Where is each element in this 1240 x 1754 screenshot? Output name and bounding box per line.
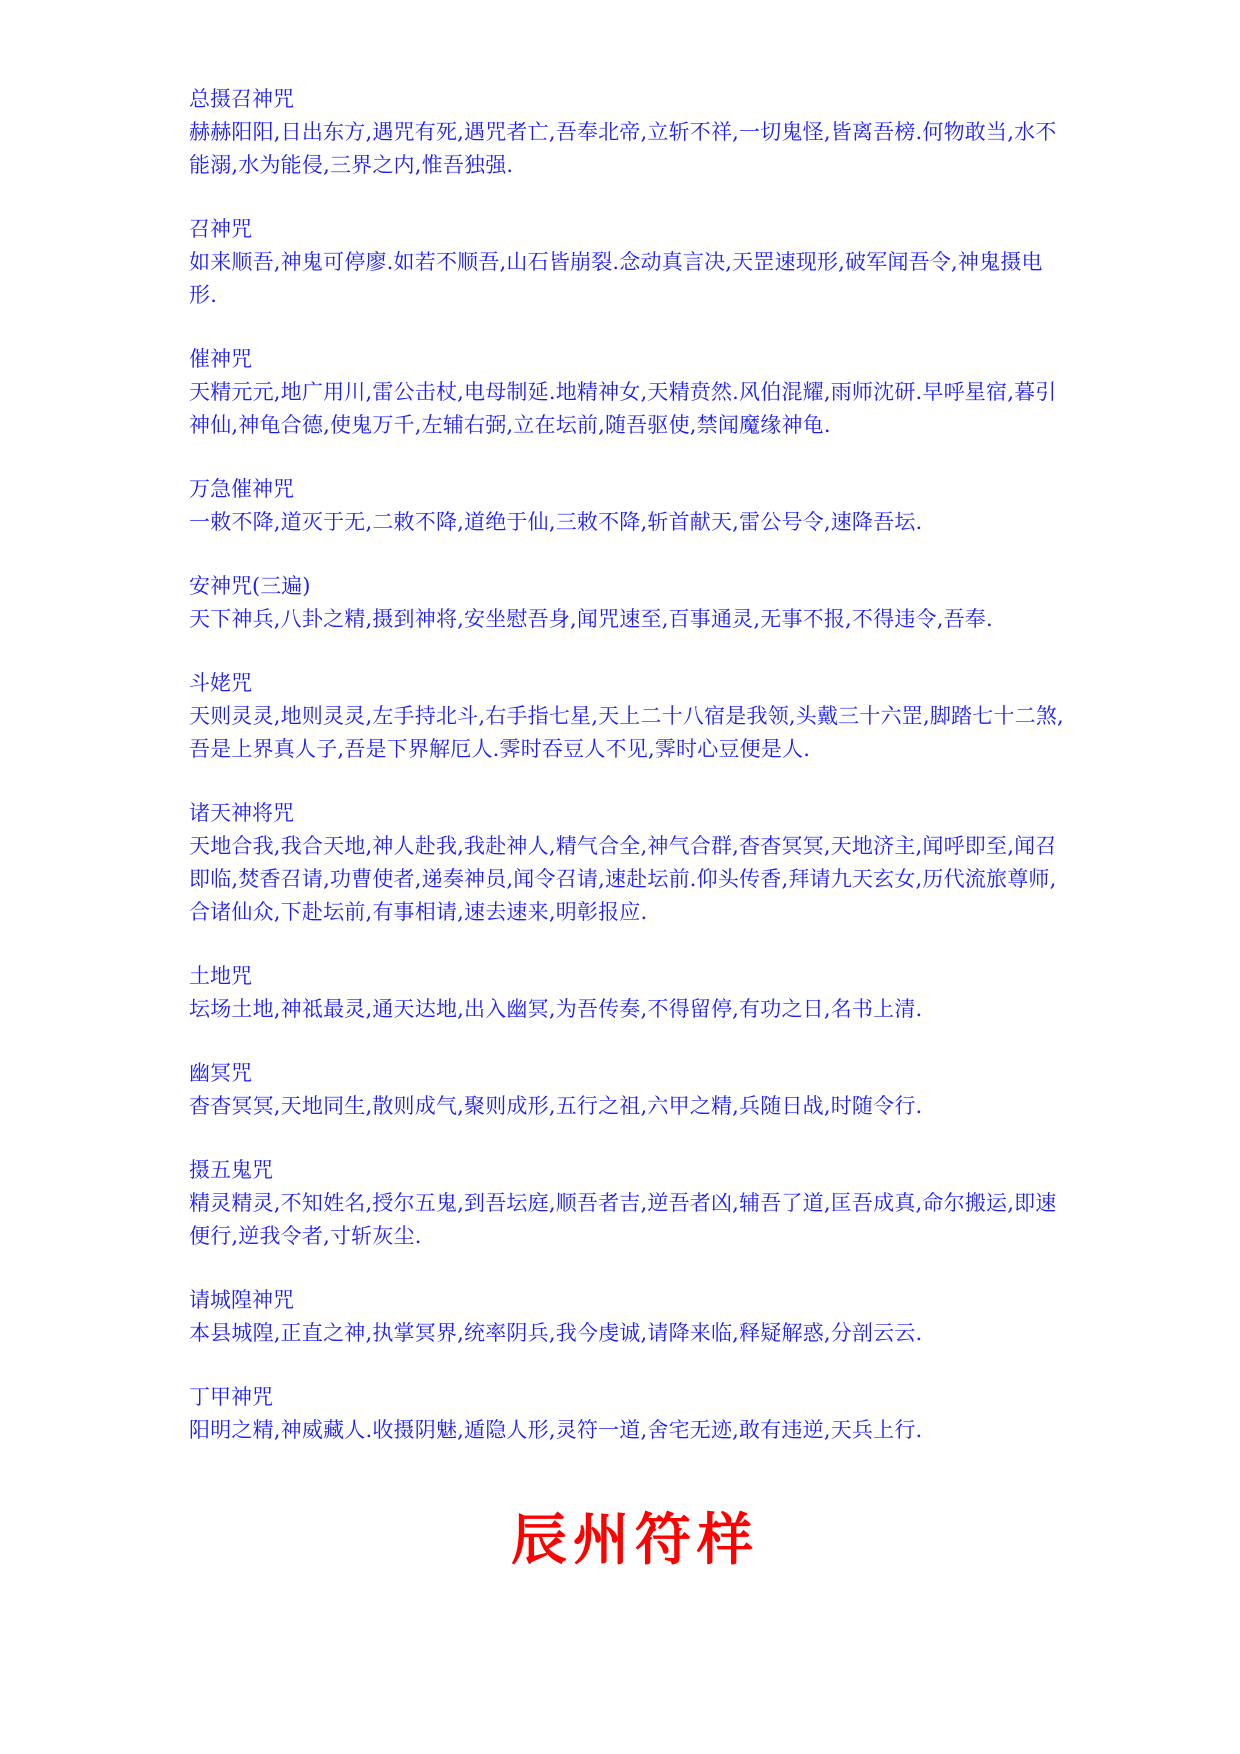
section-text: 天则灵灵,地则灵灵,左手持北斗,右手指七星,天上二十八宿是我领,头戴三十六罡,脚踏七十二煞,吾是上界真人子,吾是下界解厄人.霁时吞豆人不见,霁时心豆便是人. [189, 704, 1064, 761]
section-title: 请城隍神咒 [189, 1288, 294, 1312]
section-wanji-cuishen [189, 473, 1069, 539]
section-she-wugui [189, 1154, 1069, 1253]
section-text: 一敕不降,道灭于无,二敕不降,道绝于仙,三敕不降,斩首献天,雷公号令,速降吾坛. [189, 510, 923, 534]
section-zongshe-zhaoshen [189, 83, 1069, 182]
section-text: 杳杳冥冥,天地同生,散则成气,聚则成形,五行之祖,六甲之精,兵随日战,时随令行. [189, 1094, 923, 1118]
section-dingjia [189, 1381, 1069, 1447]
section-text: 坛场土地,神祗最灵,通天达地,出入幽冥,为吾传奏,不得留停,有功之日,名书上清. [189, 997, 923, 1021]
section-youming [189, 1057, 1069, 1123]
section-chenghuang [189, 1284, 1069, 1350]
section-title: 摄五鬼咒 [189, 1158, 273, 1182]
section-title: 诸天神将咒 [189, 801, 294, 825]
section-title: 召神咒 [189, 217, 252, 241]
section-title: 安神咒(三遍) [189, 574, 311, 598]
section-title: 总摄召神咒 [189, 87, 294, 111]
section-title: 斗姥咒 [189, 671, 252, 695]
section-text: 阳明之精,神威藏人.收摄阴魅,遁隐人形,灵符一道,舍宅无迹,敢有违逆,天兵上行. [189, 1418, 923, 1442]
section-text: 精灵精灵,不知姓名,授尔五鬼,到吾坛庭,顺吾者吉,逆吾者凶,辅吾了道,匡吾成真,命尔搬运,即速便行,逆我令者,寸斩灰尘. [189, 1191, 1057, 1248]
section-text: 天地合我,我合天地,神人赴我,我赴神人,精气合全,神气合群,杳杳冥冥,天地济主,闻呼即至,闻召即临,焚香召请,功曹使者,递奏神员,闻令召请,速赴坛前.仰头传香,拜请九天玄女,历代流旅尊师,合诸仙众,下赴坛前,有事相请,速去速来,明彰报应. [189, 834, 1057, 924]
section-title: 土地咒 [189, 964, 252, 988]
section-text: 本县城隍,正直之神,执掌冥界,统率阴兵,我今虔诚,请降来临,释疑解惑,分剖云云. [189, 1321, 923, 1345]
section-zhaoshen [189, 213, 1069, 312]
section-text: 天精元元,地广用川,雷公击杖,电母制延.地精神女,天精贲然.风伯混耀,雨师沈研.早呼星宿,暮引神仙,神龟合德,使鬼万千,左辅右弼,立在坛前,随吾驱使,禁闻魔缘神龟. [189, 380, 1057, 437]
section-text: 天下神兵,八卦之精,摄到神将,安坐慰吾身,闻咒速至,百事通灵,无事不报,不得违令,吾奉. [189, 607, 993, 631]
section-doumu [189, 667, 1069, 766]
section-title: 丁甲神咒 [189, 1385, 273, 1409]
section-title: 催神咒 [189, 347, 252, 371]
section-tudi [189, 960, 1069, 1026]
footer-title: 辰州符样 [511, 1507, 759, 1573]
section-zhutian-shenjiang [189, 797, 1069, 929]
section-cuishen [189, 343, 1069, 442]
section-text: 赫赫阳阳,日出东方,遇咒有死,遇咒者亡,吾奉北帝,立斩不祥,一切鬼怪,皆离吾榜.何物敢当,水不能溺,水为能侵,三界之内,惟吾独强. [189, 120, 1057, 177]
section-text: 如来顺吾,神鬼可停廖.如若不顺吾,山石皆崩裂.念动真言决,天罡速现形,破军闻吾令,神鬼摄电形. [189, 250, 1043, 307]
section-anshen [189, 570, 1069, 636]
section-title: 幽冥咒 [189, 1061, 252, 1085]
document-body [189, 83, 1069, 1478]
section-title: 万急催神咒 [189, 477, 294, 501]
